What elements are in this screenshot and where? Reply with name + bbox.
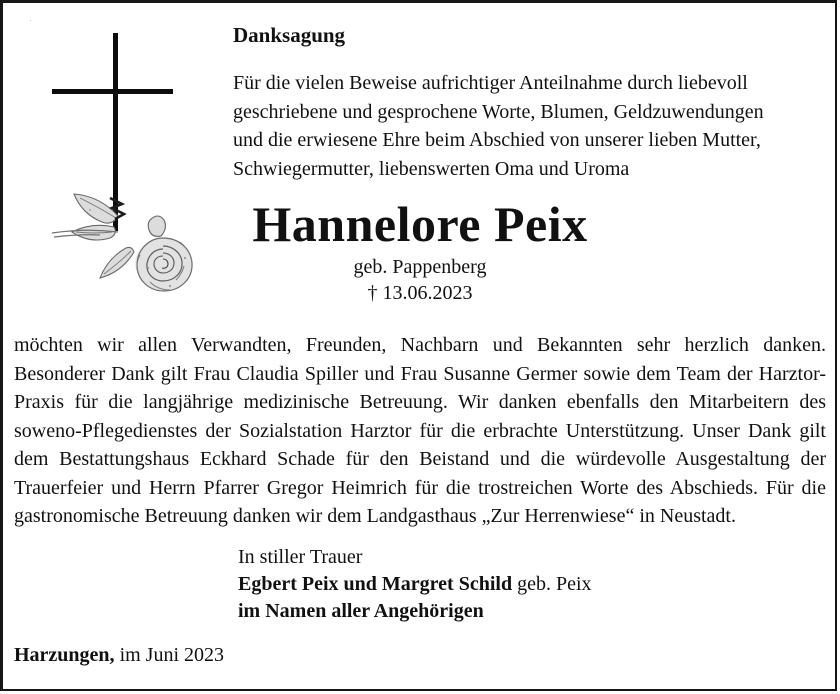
mourners-line	[238, 571, 592, 598]
deceased-details	[0, 254, 840, 306]
closing-block	[238, 544, 592, 625]
mourners-birthname: geb. Peix	[512, 573, 592, 595]
body-line: Trauerfeier und Herrn Pfarrer Gregor Heimrich für die trostreichen Worte des Abschieds. Für die	[14, 476, 826, 499]
intro-line: und die erwiesene Ehre beim Abschied von unserer lieben Mutter,	[233, 129, 761, 151]
body-line: soweno-Pflegedienstes der Sozialstation Harztor für die erbrachte Unterstützung. Unser Dank gilt	[14, 419, 826, 442]
intro-paragraph	[233, 69, 764, 183]
body-line: Praxis für die langjährige medizinische Betreuung. Wir danken ebenfalls den Mitarbeitern des	[14, 391, 826, 413]
dateline-date: im Juni 2023	[114, 644, 225, 666]
body-line: Besonderer Dank gilt Frau Claudia Spiller und Frau Susanne Germer sowie dem Team der Harztor-	[14, 362, 826, 385]
dateline	[14, 642, 224, 669]
death-date: † 13.06.2023	[367, 282, 473, 304]
rose-sketch-icon	[30, 20, 192, 291]
intro-line: Für die vielen Beweise aufrichtiger Anteilnahme durch liebevoll	[233, 72, 748, 94]
intro-line: Schwiegermutter, liebenswerten Oma und Uroma	[233, 157, 630, 180]
dateline-place: Harzungen,	[14, 644, 115, 666]
birth-name: geb. Pappenberg	[353, 256, 487, 278]
body-line: dem Bestattungshaus Eckhard Schade für den Beistand und die würdevolle Ausgestaltung der	[14, 448, 826, 470]
family-note: im Namen aller Angehörigen	[238, 600, 484, 622]
intro-line: geschriebene und gesprochene Worte, Blumen, Geldzuwendungen	[233, 100, 764, 123]
notice-title: Danksagung	[233, 23, 346, 47]
body-line: möchten wir allen Verwandten, Freunden, Nachbarn und Bekannten sehr herzlich danken.	[14, 334, 826, 356]
thanks-paragraph	[14, 331, 826, 531]
closing-greeting: In stiller Trauer	[238, 546, 363, 568]
deceased-name: Hannelore Peix	[252, 196, 588, 252]
mourners-names: Egbert Peix und Margret Schild	[238, 573, 513, 595]
body-line: gastronomische Betreuung danken wir dem Landgasthaus „Zur Herrenwiese“ in Neustadt.	[14, 505, 736, 527]
